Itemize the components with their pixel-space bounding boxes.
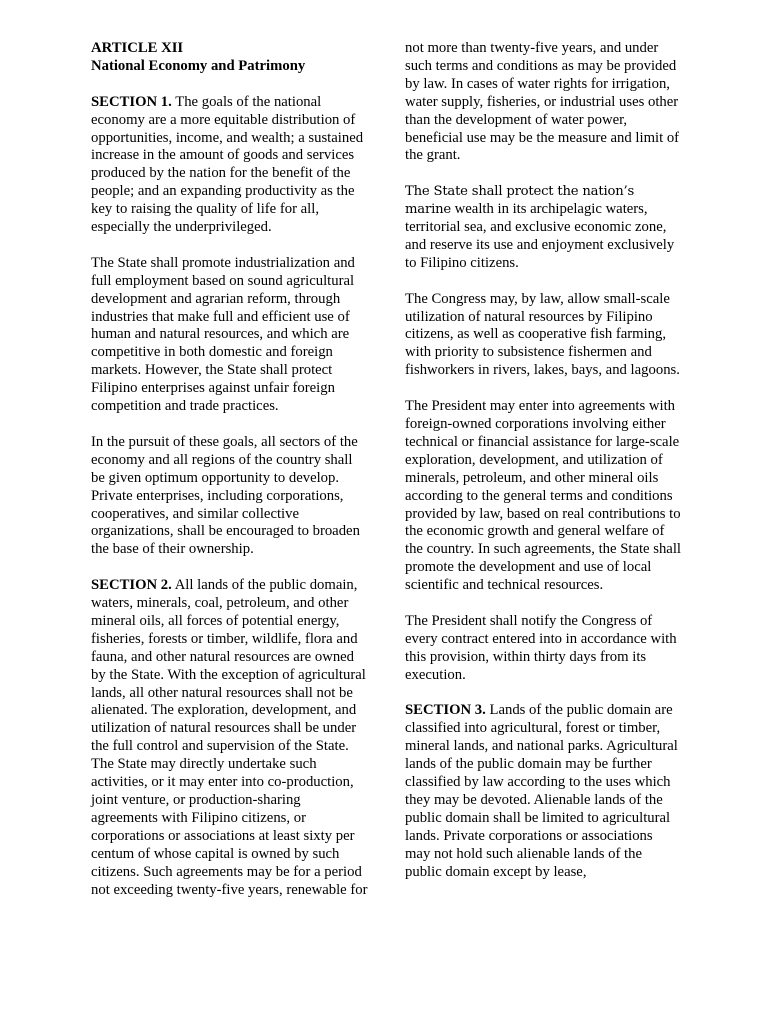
small-scale-utilization-paragraph: The Congress may, by law, allow small-scale utilization of natural resources by Filipino citizens, as well as cooperative fish farming, with priority to subsistence fishermen and fishworkers in rivers, lakes, bays, and lagoons. (405, 290, 680, 379)
section-1-label: SECTION 1. (91, 93, 172, 110)
article-heading (91, 40, 369, 76)
industrialization-paragraph: The State shall promote industrialization and full employment based on sound agricultural development and agrarian reform, through industries that make full and efficient use of human and natural resources, and which are competitive in both domestic and foreign markets. However, the State shall protect Filipino enterprises against unfair foreign competition and trade practices. (91, 254, 355, 415)
president-notify-paragraph: The President shall notify the Congress of every contract entered into in accordance with this provision, within thirty days from its execution. (405, 612, 677, 683)
marine-wealth-text: wealth in its archipelagic waters, territorial sea, and exclusive economic zone, and reserve its use and enjoyment exclusively to Filipino citizens. (405, 201, 675, 271)
continued-paragraph: not more than twenty-five years, and under such terms and conditions as may be provided by law. In cases of water rights for irrigation, water supply, fisheries, or industrial uses other than the development of water power, beneficial use may be the measure and limit of the grant. (405, 40, 680, 164)
section-3-label: SECTION 3. (405, 702, 486, 719)
section-1-paragraph (91, 94, 369, 237)
marine-wealth-paragraph (405, 183, 681, 273)
sectors-paragraph: In the pursuit of these goals, all sectors of the economy and all regions of the country shall be given optimum opportunity to develop. Private enterprises, including corporations, cooperatives, and similar collective organizations, shall be encouraged to broaden the base of their ownership. (91, 433, 360, 558)
section-2-text: All lands of the public domain, waters, minerals, coal, petroleum, and other mineral oils, all forces of potential energy, fisheries, forests or timber, wildlife, flora and fauna, and other natural resources are owned by the State. With the exception of agricultural lands, all other natural resources shall not be alienated. The exploration, development, and utilization of natural resources shall be under the full control and supervision of the State. The State may directly undertake such activities, or it may enter into co-production, joint venture, or production-sharing agreements with Filipino citizens, or corporations or associations at least sixty per centum of whose capital is owned by such citizens. Such agreements may be for a period not exceeding twenty-five years, renewable for (91, 577, 368, 898)
article-subtitle: National Economy and Patrimony (91, 57, 306, 74)
article-title: ARTICLE XII (91, 40, 184, 56)
section-2-label: SECTION 2. (91, 577, 172, 594)
section-1-text: The goals of the national economy are a more equitable distribution of opportunities, income, and wealth; a sustained increase in the amount of goods and services produced by the nation for the benefit of the people; and an expanding productivity as the key to raising the quality of life for all, especially the underprivileged. (91, 93, 364, 236)
right-column (405, 40, 681, 899)
left-column (91, 40, 369, 917)
section-3-text: Lands of the public domain are classified into agricultural, forest or timber, mineral lands, and national parks. Agricultural lands of the public domain may be further classified by law according to the uses which they may be devoted. Alienable lands of the public domain shall be limited to agricultural lands. Private corporations or associations may not hold such alienable lands of the public domain except by lease, (405, 702, 678, 880)
section-2-paragraph (91, 577, 369, 899)
president-agreements-paragraph: The President may enter into agreements with foreign-owned corporations involving either technical or financial assistance for large-scale exploration, development, and utilization of minerals, petroleum, and other mineral oils according to the general terms and conditions provided by law, based on real contributions to the economic growth and general welfare of the country. In such agreements, the State shall promote the development and use of local scientific and technical resources. (405, 398, 681, 594)
marine-wealth-lead: The State shall protect the nation’s marine (405, 184, 635, 218)
section-3-paragraph (405, 702, 681, 881)
